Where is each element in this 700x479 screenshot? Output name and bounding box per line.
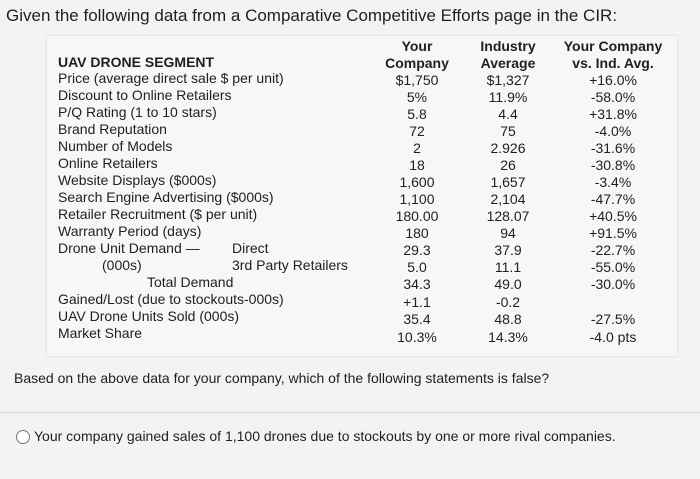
header-vs-industry: Your Company vs. Ind. Avg. [563,38,663,71]
row-sublabel: 3rd Party Retailers [232,257,348,273]
cell-your-company: 1,600 [399,174,435,190]
cell-industry-average: 75 [500,123,516,139]
row-label: UAV Drone Units Sold (000s) [58,308,240,324]
cell-industry-average: 49.0 [494,276,522,292]
answer-option-text: Your company gained sales of 1,100 drones due to stockouts by one or more rival companies. [34,428,616,444]
cell-your-company: 10.3% [397,329,437,345]
row-label: P/Q Rating (1 to 10 stars) [58,104,217,120]
header-industry-average: Industry Average [480,38,536,71]
row-label: Discount to Online Retailers [58,87,232,103]
cell-vs-industry: -27.5% [590,311,636,327]
cell-vs-industry: -58.0% [590,89,636,105]
row-label: Market Share [58,325,143,341]
cell-your-company: $1,750 [395,72,439,88]
row-label: (000s) [102,257,142,273]
radio-button[interactable] [16,430,30,444]
row-label: Retailer Recruitment ($ per unit) [58,206,258,222]
cell-industry-average: 11.9% [488,89,528,105]
header-your-company: Your Company [385,38,449,71]
row-sublabel: Direct [232,240,269,256]
cell-industry-average: 128.07 [486,208,530,224]
cell-your-company: 1,100 [399,191,435,207]
cell-industry-average: 14.3% [488,329,528,345]
row-label: Online Retailers [58,155,158,171]
cell-vs-industry: +31.8% [589,106,637,122]
cell-industry-average: -0.2 [495,294,521,310]
row-label: Brand Reputation [58,121,167,137]
cell-vs-industry: -3.4% [594,174,632,190]
table-title: UAV DRONE SEGMENT [58,54,215,70]
cell-industry-average: 4.4 [498,106,518,122]
cell-vs-industry: +16.0% [589,72,637,88]
cell-industry-average: 94 [500,225,516,241]
cell-industry-average: $1,327 [486,72,530,88]
cell-industry-average: 1,657 [490,174,526,190]
cell-vs-industry: -22.7% [590,242,636,258]
cell-industry-average: 37.9 [494,242,522,258]
cell-industry-average: 2.926 [490,140,526,156]
intro-text: Given the following data from a Comparative Competitive Efforts page in the CIR: [6,6,618,25]
row-label: Gained/Lost (due to stockouts-000s) [58,291,284,307]
cell-your-company: 5% [406,89,428,105]
cell-your-company: 34.3 [403,276,431,292]
row-label: Price (average direct sale $ per unit) [58,70,284,86]
row-label: Number of Models [58,138,173,154]
cell-vs-industry: +40.5% [589,208,637,224]
cell-your-company: 2 [413,140,421,156]
cell-your-company: +1.1 [403,294,431,310]
cir-table [47,36,677,356]
cell-industry-average: 26 [500,157,516,173]
row-label: Drone Unit Demand — [58,240,200,256]
cell-vs-industry: -30.8% [590,157,636,173]
cell-industry-average: 48.8 [494,311,522,327]
cell-your-company: 180.00 [395,208,439,224]
cell-vs-industry: +91.5% [589,225,637,241]
cell-industry-average: 2,104 [490,191,526,207]
cell-your-company: 5.0 [407,259,427,275]
row-label: Search Engine Advertising ($000s) [58,189,274,205]
cell-your-company: 72 [409,123,425,139]
cell-your-company: 180 [405,225,429,241]
cell-vs-industry: -55.0% [590,259,636,275]
cell-your-company: 18 [409,157,425,173]
cell-vs-industry: -4.0 pts [589,329,637,345]
cell-your-company: 35.4 [403,311,431,327]
row-label: Website Displays ($000s) [58,172,217,188]
cell-your-company: 29.3 [403,242,431,258]
divider [0,412,700,413]
cell-vs-industry: -30.0% [590,276,636,292]
cell-industry-average: 11.1 [494,259,522,275]
cell-your-company: 5.8 [407,106,427,122]
row-label: Total Demand [147,274,234,290]
cell-vs-industry: -47.7% [590,191,636,207]
cell-vs-industry: -4.0% [594,123,632,139]
question-text: Based on the above data for your company, which of the following statements is false? [14,370,550,386]
row-label: Warranty Period (days) [58,223,202,239]
cell-vs-industry: -31.6% [590,140,636,156]
